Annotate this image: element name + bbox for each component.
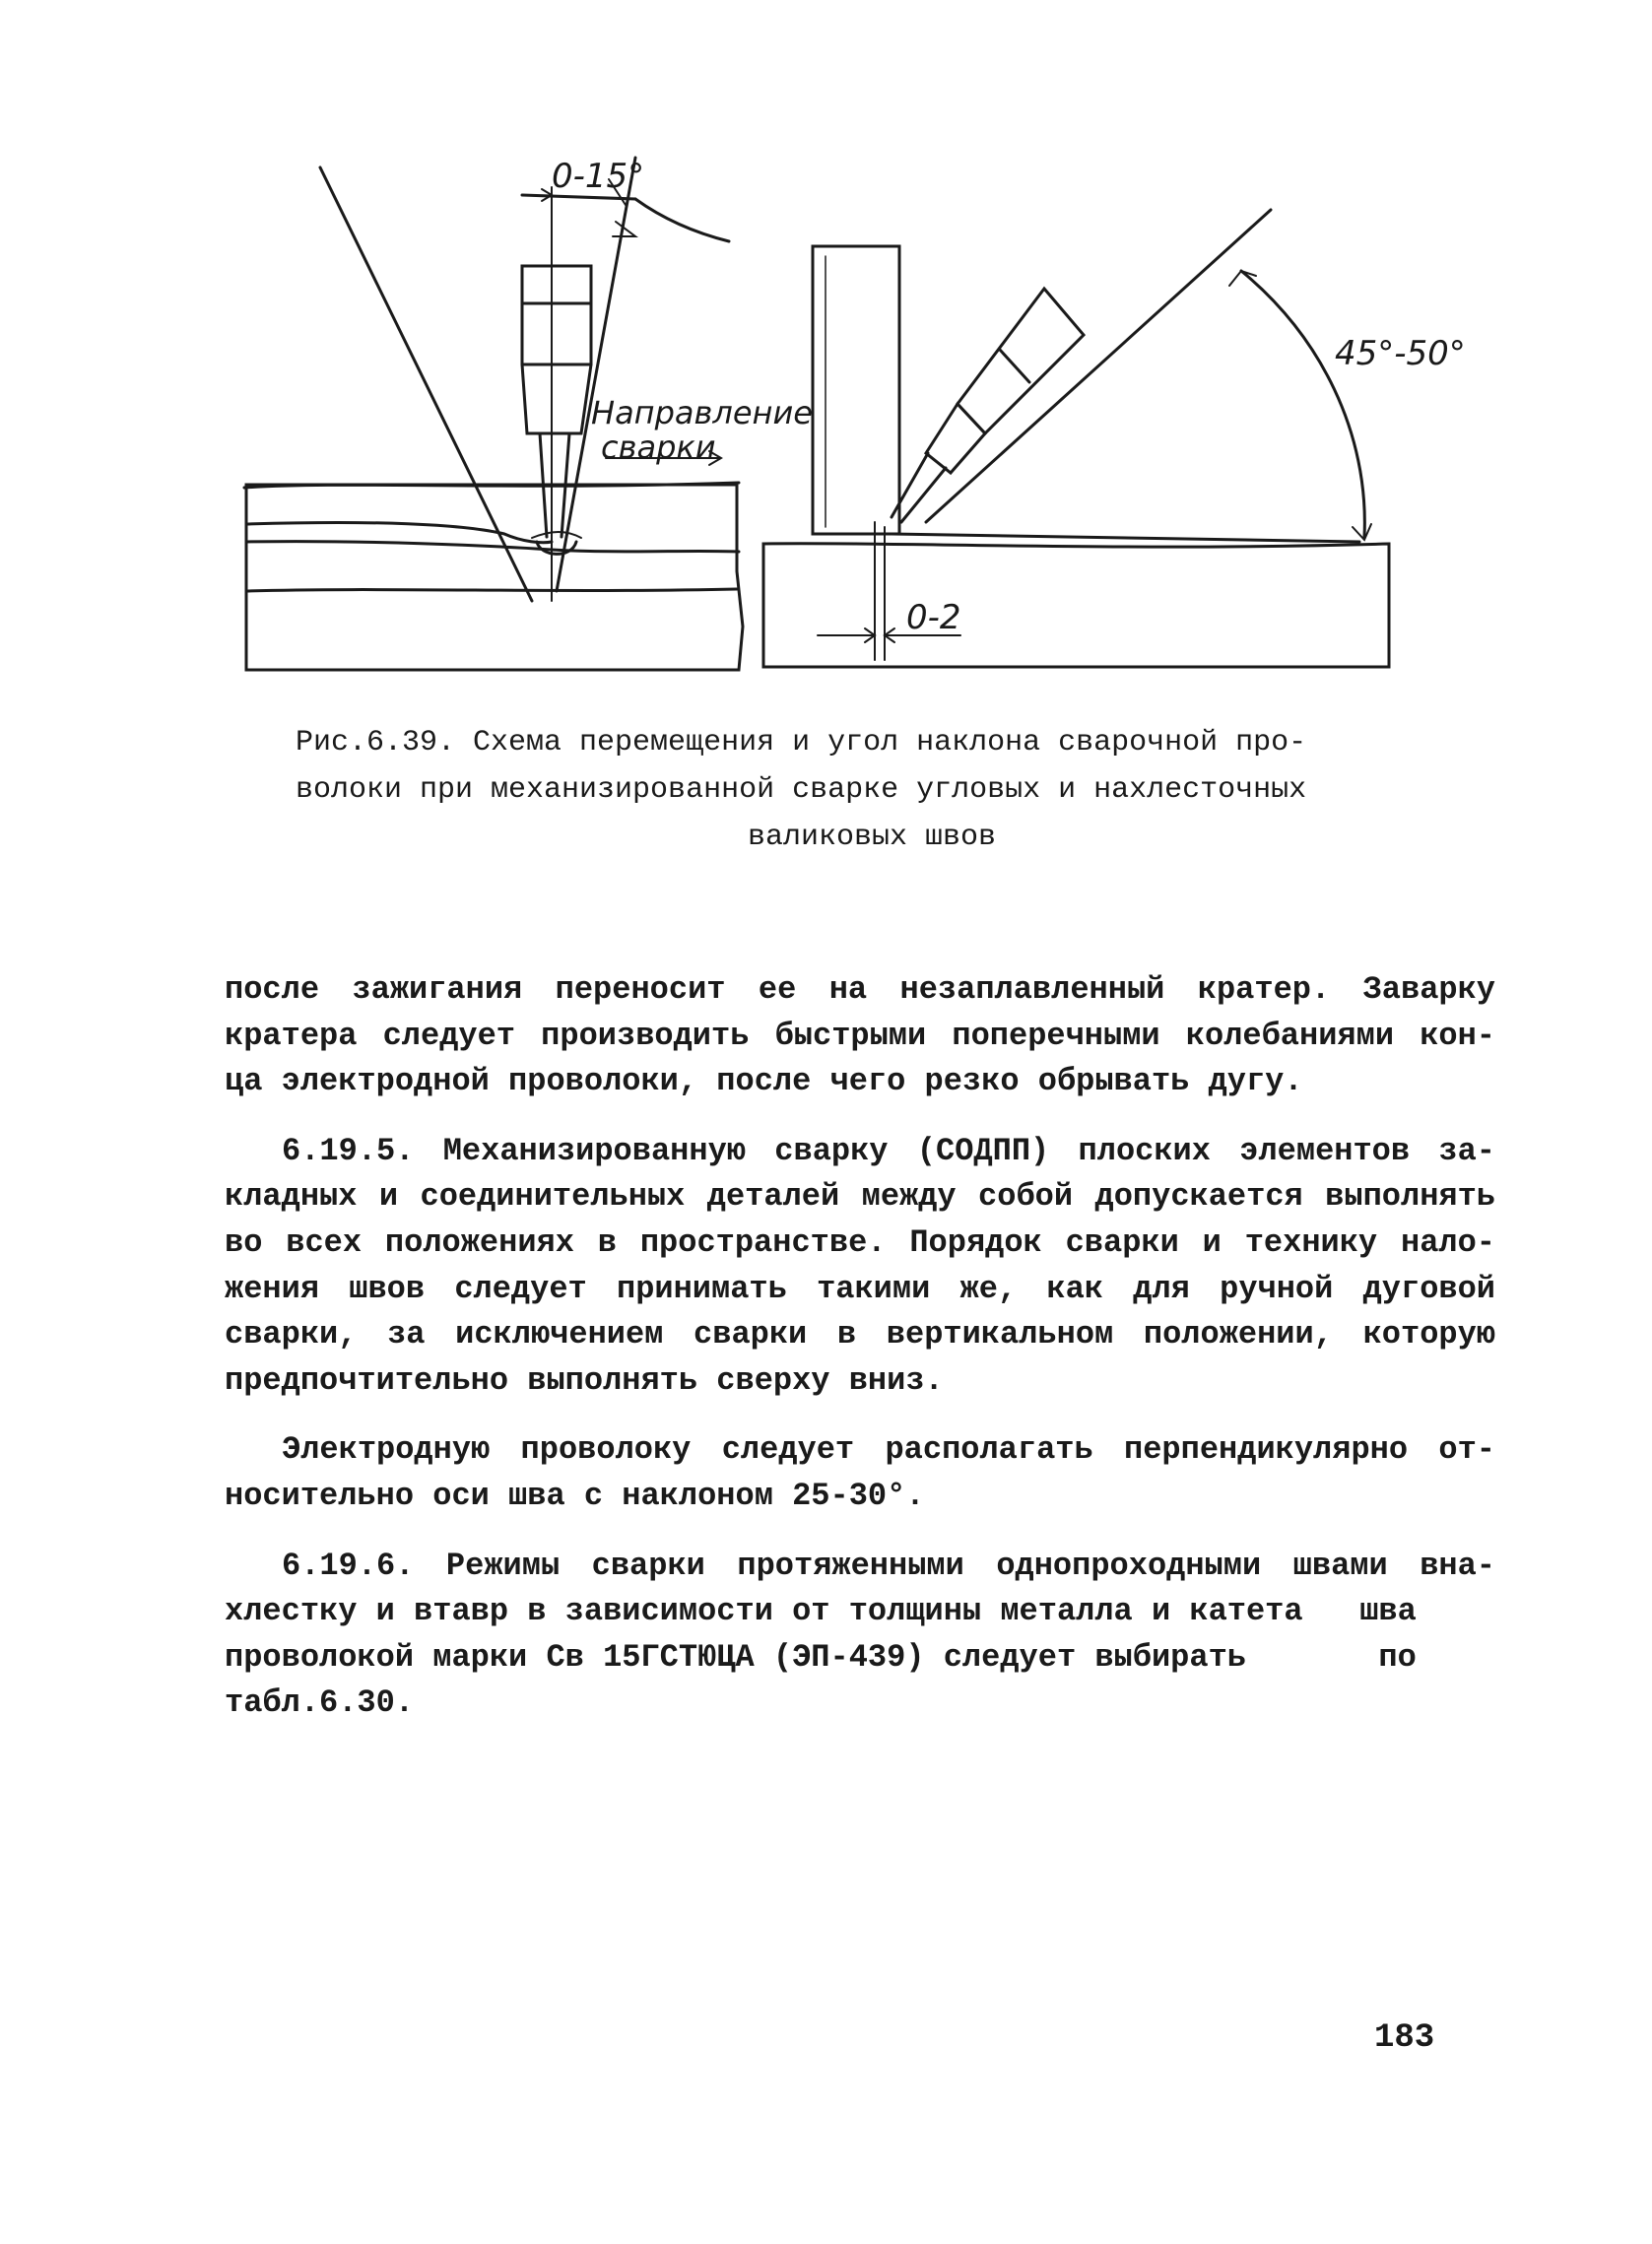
- text-line: Электродную проволоку следует располагать перпендикулярно от-: [282, 1431, 1495, 1469]
- paragraph-4: [225, 1544, 1495, 1727]
- text-line: 6.19.5. Механизированную сварку (СОДПП) плоских элементов за-: [282, 1132, 1495, 1169]
- text-line: хлестку и втавр в зависимости от толщины металла и катета шва: [225, 1593, 1417, 1630]
- text-line: носительно оси шва с наклоном 25-30°.: [225, 1477, 925, 1514]
- text-line: проволокой марки Св 15ГСТЮЦА (ЭП-439) следует выбирать по: [225, 1638, 1417, 1676]
- right-fillet-scheme: [763, 210, 1466, 667]
- direction-label-line1: Направление: [591, 394, 813, 431]
- figure-caption: [296, 719, 1428, 861]
- paragraph-2: [225, 1129, 1495, 1405]
- text-line: табл.6.30.: [225, 1684, 415, 1722]
- welding-diagram: [227, 138, 1507, 690]
- caption-line-2: волоки при механизированной сварке угловых и нахлесточных: [296, 773, 1307, 807]
- text-line: после зажигания переносит ее на незаплавленный кратер. Заварку: [225, 971, 1495, 1008]
- caption-line-1: Рис.6.39. Схема перемещения и угол наклона сварочной про-: [296, 726, 1307, 759]
- text-line: ца электродной проволоки, после чего резко обрывать дугу.: [225, 1063, 1303, 1100]
- text-line: во всех положениях в пространстве. Порядок сварки и технику нало-: [225, 1223, 1495, 1261]
- text-line: кладных и соединительных деталей между собой допускается выполнять: [225, 1178, 1495, 1216]
- paragraph-3: [225, 1427, 1495, 1519]
- body-text: [225, 967, 1495, 1727]
- page-number: 183: [1374, 2019, 1435, 2057]
- offset-label-0-2: 0-2: [906, 598, 961, 637]
- angle-label-0-15: 0-15°: [552, 157, 645, 196]
- text-line: предпочтительно выполнять сверху вниз.: [225, 1361, 944, 1399]
- text-line: сварки, за исключением сварки в вертикальном положении, которую: [225, 1316, 1495, 1353]
- angle-label-45-50: 45°-50°: [1335, 334, 1466, 373]
- text-line: кратера следует производить быстрыми поперечными колебаниями кон-: [225, 1017, 1495, 1054]
- left-fillet-scheme: [244, 157, 813, 670]
- paragraph-1: [225, 967, 1495, 1105]
- text-line: жения швов следует принимать такими же, как для ручной дуговой: [225, 1270, 1495, 1307]
- caption-line-3: валиковых швов: [747, 821, 997, 854]
- text-line: 6.19.6. Режимы сварки протяженными однопроходными швами вна-: [282, 1547, 1495, 1584]
- welding-figure: [227, 138, 1507, 690]
- direction-label-line2: сварки: [601, 429, 716, 466]
